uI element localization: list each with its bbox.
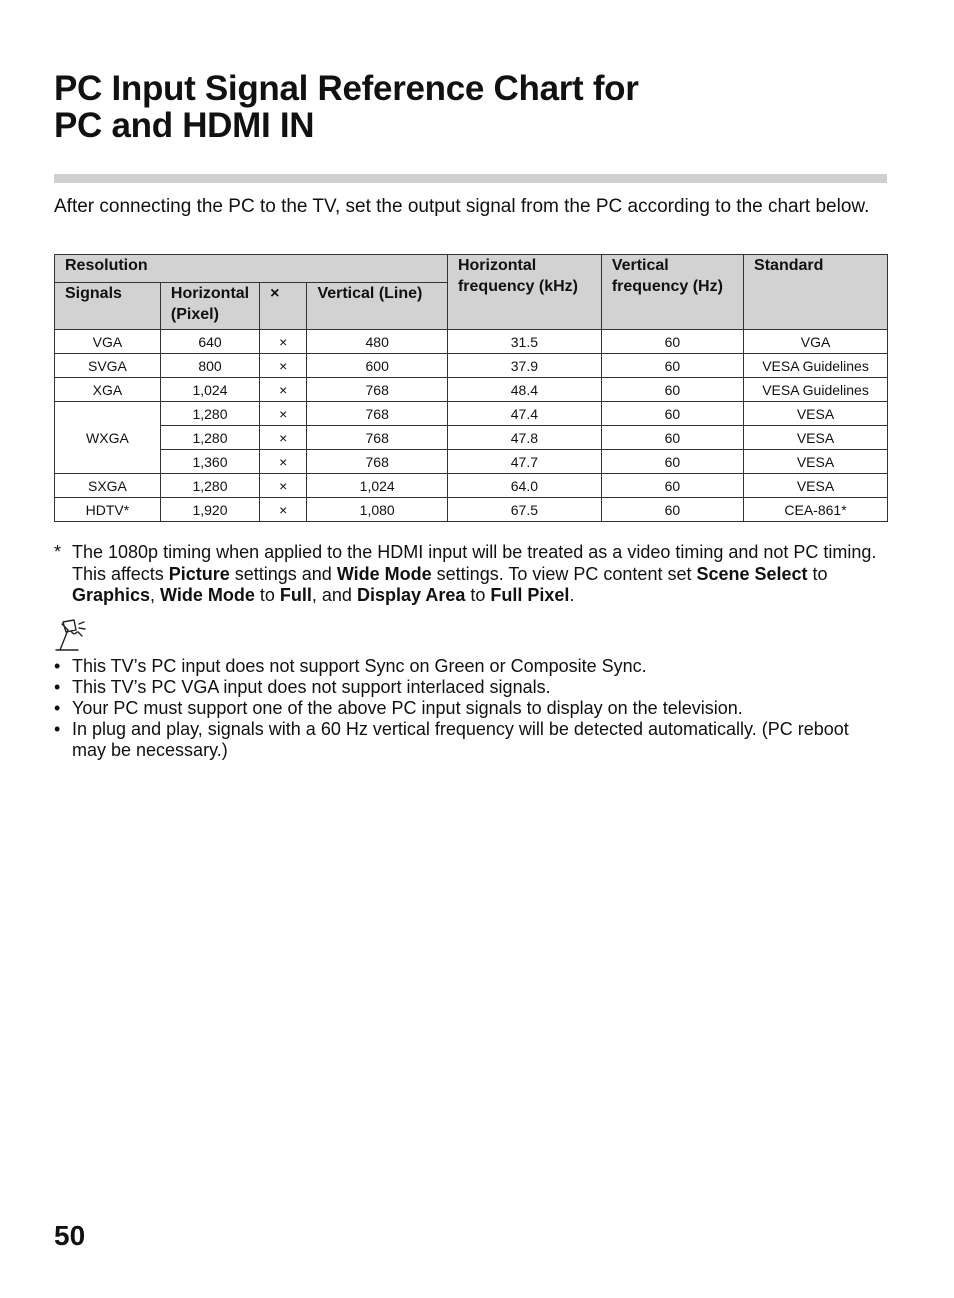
hfreq-header: Horizontal frequency (kHz) (447, 255, 601, 330)
standard-header: Standard (744, 255, 888, 330)
signal-cell: WXGA (55, 402, 161, 474)
footnote-text-part: , and (311, 585, 357, 605)
hfreq-cell: 37.9 (447, 354, 601, 378)
hfreq-cell: 48.4 (447, 378, 601, 402)
footnote-bold-scene-select: Scene Select (696, 563, 808, 584)
vfreq-cell: 60 (601, 450, 743, 474)
standard-cell: VESA (744, 474, 888, 498)
bullet-icon: • (54, 677, 61, 697)
vertical-cell: 1,080 (307, 498, 448, 522)
vertical-cell: 1,024 (307, 474, 448, 498)
hfreq-cell: 47.7 (447, 450, 601, 474)
footnote (54, 542, 887, 607)
table-row (55, 450, 888, 474)
hfreq-cell: 67.5 (447, 498, 601, 522)
vfreq-cell: 60 (601, 354, 743, 378)
times-header: × (260, 283, 307, 330)
bullet-icon: • (54, 719, 61, 739)
vfreq-header: Vertical frequency (Hz) (601, 255, 743, 330)
hfreq-cell: 47.4 (447, 402, 601, 426)
footnote-bold-wide-mode: Wide Mode (336, 563, 432, 584)
vfreq-cell: 60 (601, 330, 743, 354)
times-cell: × (260, 450, 307, 474)
list-item-text: In plug and play, signals with a 60 Hz vertical frequency will be detected automatically. (PC reboot may be necessary.) (72, 719, 849, 760)
page-title (54, 70, 639, 144)
footnote-bold-picture: Picture (168, 563, 230, 584)
footnote-bold-display-area: Display Area (356, 585, 466, 605)
table-row (55, 498, 888, 522)
vertical-line-header: Vertical (Line) (307, 283, 448, 330)
horizontal-cell: 640 (160, 330, 259, 354)
signal-reference-table (54, 254, 888, 522)
hfreq-cell: 31.5 (447, 330, 601, 354)
footnote-text-part: to (807, 563, 828, 584)
times-cell: × (260, 378, 307, 402)
horizontal-cell: 1,280 (160, 402, 259, 426)
table-row (55, 354, 888, 378)
horizontal-cell: 1,280 (160, 474, 259, 498)
horizontal-cell: 1,360 (160, 450, 259, 474)
bullet-icon: • (54, 698, 61, 718)
horizontal-pixel-header: Horizontal (Pixel) (160, 283, 259, 330)
signal-cell: XGA (55, 378, 161, 402)
notes-list (54, 656, 887, 761)
list-item (54, 719, 887, 761)
signals-header: Signals (55, 283, 161, 330)
footnote-text (72, 542, 887, 607)
vfreq-cell: 60 (601, 474, 743, 498)
signal-cell: SVGA (55, 354, 161, 378)
footnote-bold-graphics: Graphics (72, 585, 151, 605)
standard-cell: CEA-861* (744, 498, 888, 522)
vertical-cell: 480 (307, 330, 448, 354)
signal-cell: SXGA (55, 474, 161, 498)
list-item (54, 656, 887, 677)
footnote-bold-full-pixel: Full Pixel (490, 585, 570, 605)
times-cell: × (260, 498, 307, 522)
signal-cell: HDTV* (55, 498, 161, 522)
table-row (55, 402, 888, 426)
standard-cell: VGA (744, 330, 888, 354)
vfreq-cell: 60 (601, 378, 743, 402)
footnote-bold-full: Full (279, 585, 312, 605)
bullet-icon: • (54, 656, 61, 676)
hint-lamp-icon (54, 618, 90, 652)
footnote-text-part: to (254, 585, 280, 605)
list-item (54, 677, 887, 698)
footnote-marker: * (54, 542, 62, 562)
times-cell: × (260, 354, 307, 378)
footnote-text-part: to (465, 585, 491, 605)
list-item (54, 698, 887, 719)
standard-cell: VESA Guidelines (744, 378, 888, 402)
times-cell: × (260, 402, 307, 426)
vertical-cell: 768 (307, 402, 448, 426)
footnote-bold-wide-mode-2: Wide Mode (160, 585, 255, 605)
footnote-text-part: The 1080p timing when applied to the HDMI input will be treated as a video timing and not PC timing. This affects (72, 542, 877, 584)
table-row (55, 378, 888, 402)
hfreq-cell: 47.8 (447, 426, 601, 450)
horizontal-cell: 1,024 (160, 378, 259, 402)
signal-cell: VGA (55, 330, 161, 354)
standard-cell: VESA (744, 402, 888, 426)
standard-cell: VESA (744, 426, 888, 450)
page-title-line-1: PC Input Signal Reference Chart for (54, 69, 639, 108)
footnote-text-part: settings. To view PC content set (431, 563, 697, 584)
footnote-text-part: settings and (229, 563, 337, 584)
list-item-text: Your PC must support one of the above PC input signals to display on the television. (72, 698, 743, 718)
times-cell: × (260, 426, 307, 450)
table-row (55, 426, 888, 450)
list-item-text: This TV’s PC VGA input does not support interlaced signals. (72, 677, 551, 697)
vertical-cell: 600 (307, 354, 448, 378)
vertical-cell: 768 (307, 450, 448, 474)
table-row (55, 474, 888, 498)
horizontal-cell: 800 (160, 354, 259, 378)
footnote-text-part: , (150, 585, 161, 605)
standard-cell: VESA (744, 450, 888, 474)
page-number: 50 (54, 1220, 86, 1251)
intro-text: After connecting the PC to the TV, set the output signal from the PC according to the chart below. (54, 196, 870, 217)
table-row (55, 330, 888, 354)
vertical-cell: 768 (307, 426, 448, 450)
times-cell: × (260, 474, 307, 498)
list-item-text: This TV’s PC input does not support Sync on Green or Composite Sync. (72, 656, 647, 676)
vfreq-cell: 60 (601, 498, 743, 522)
horizontal-cell: 1,280 (160, 426, 259, 450)
resolution-header: Resolution (55, 255, 448, 283)
title-divider (54, 174, 887, 183)
horizontal-cell: 1,920 (160, 498, 259, 522)
times-cell: × (260, 330, 307, 354)
hfreq-cell: 64.0 (447, 474, 601, 498)
vfreq-cell: 60 (601, 426, 743, 450)
footnote-text-part: . (569, 585, 575, 605)
page-title-line-2: PC and HDMI IN (54, 106, 315, 145)
vfreq-cell: 60 (601, 402, 743, 426)
vertical-cell: 768 (307, 378, 448, 402)
standard-cell: VESA Guidelines (744, 354, 888, 378)
